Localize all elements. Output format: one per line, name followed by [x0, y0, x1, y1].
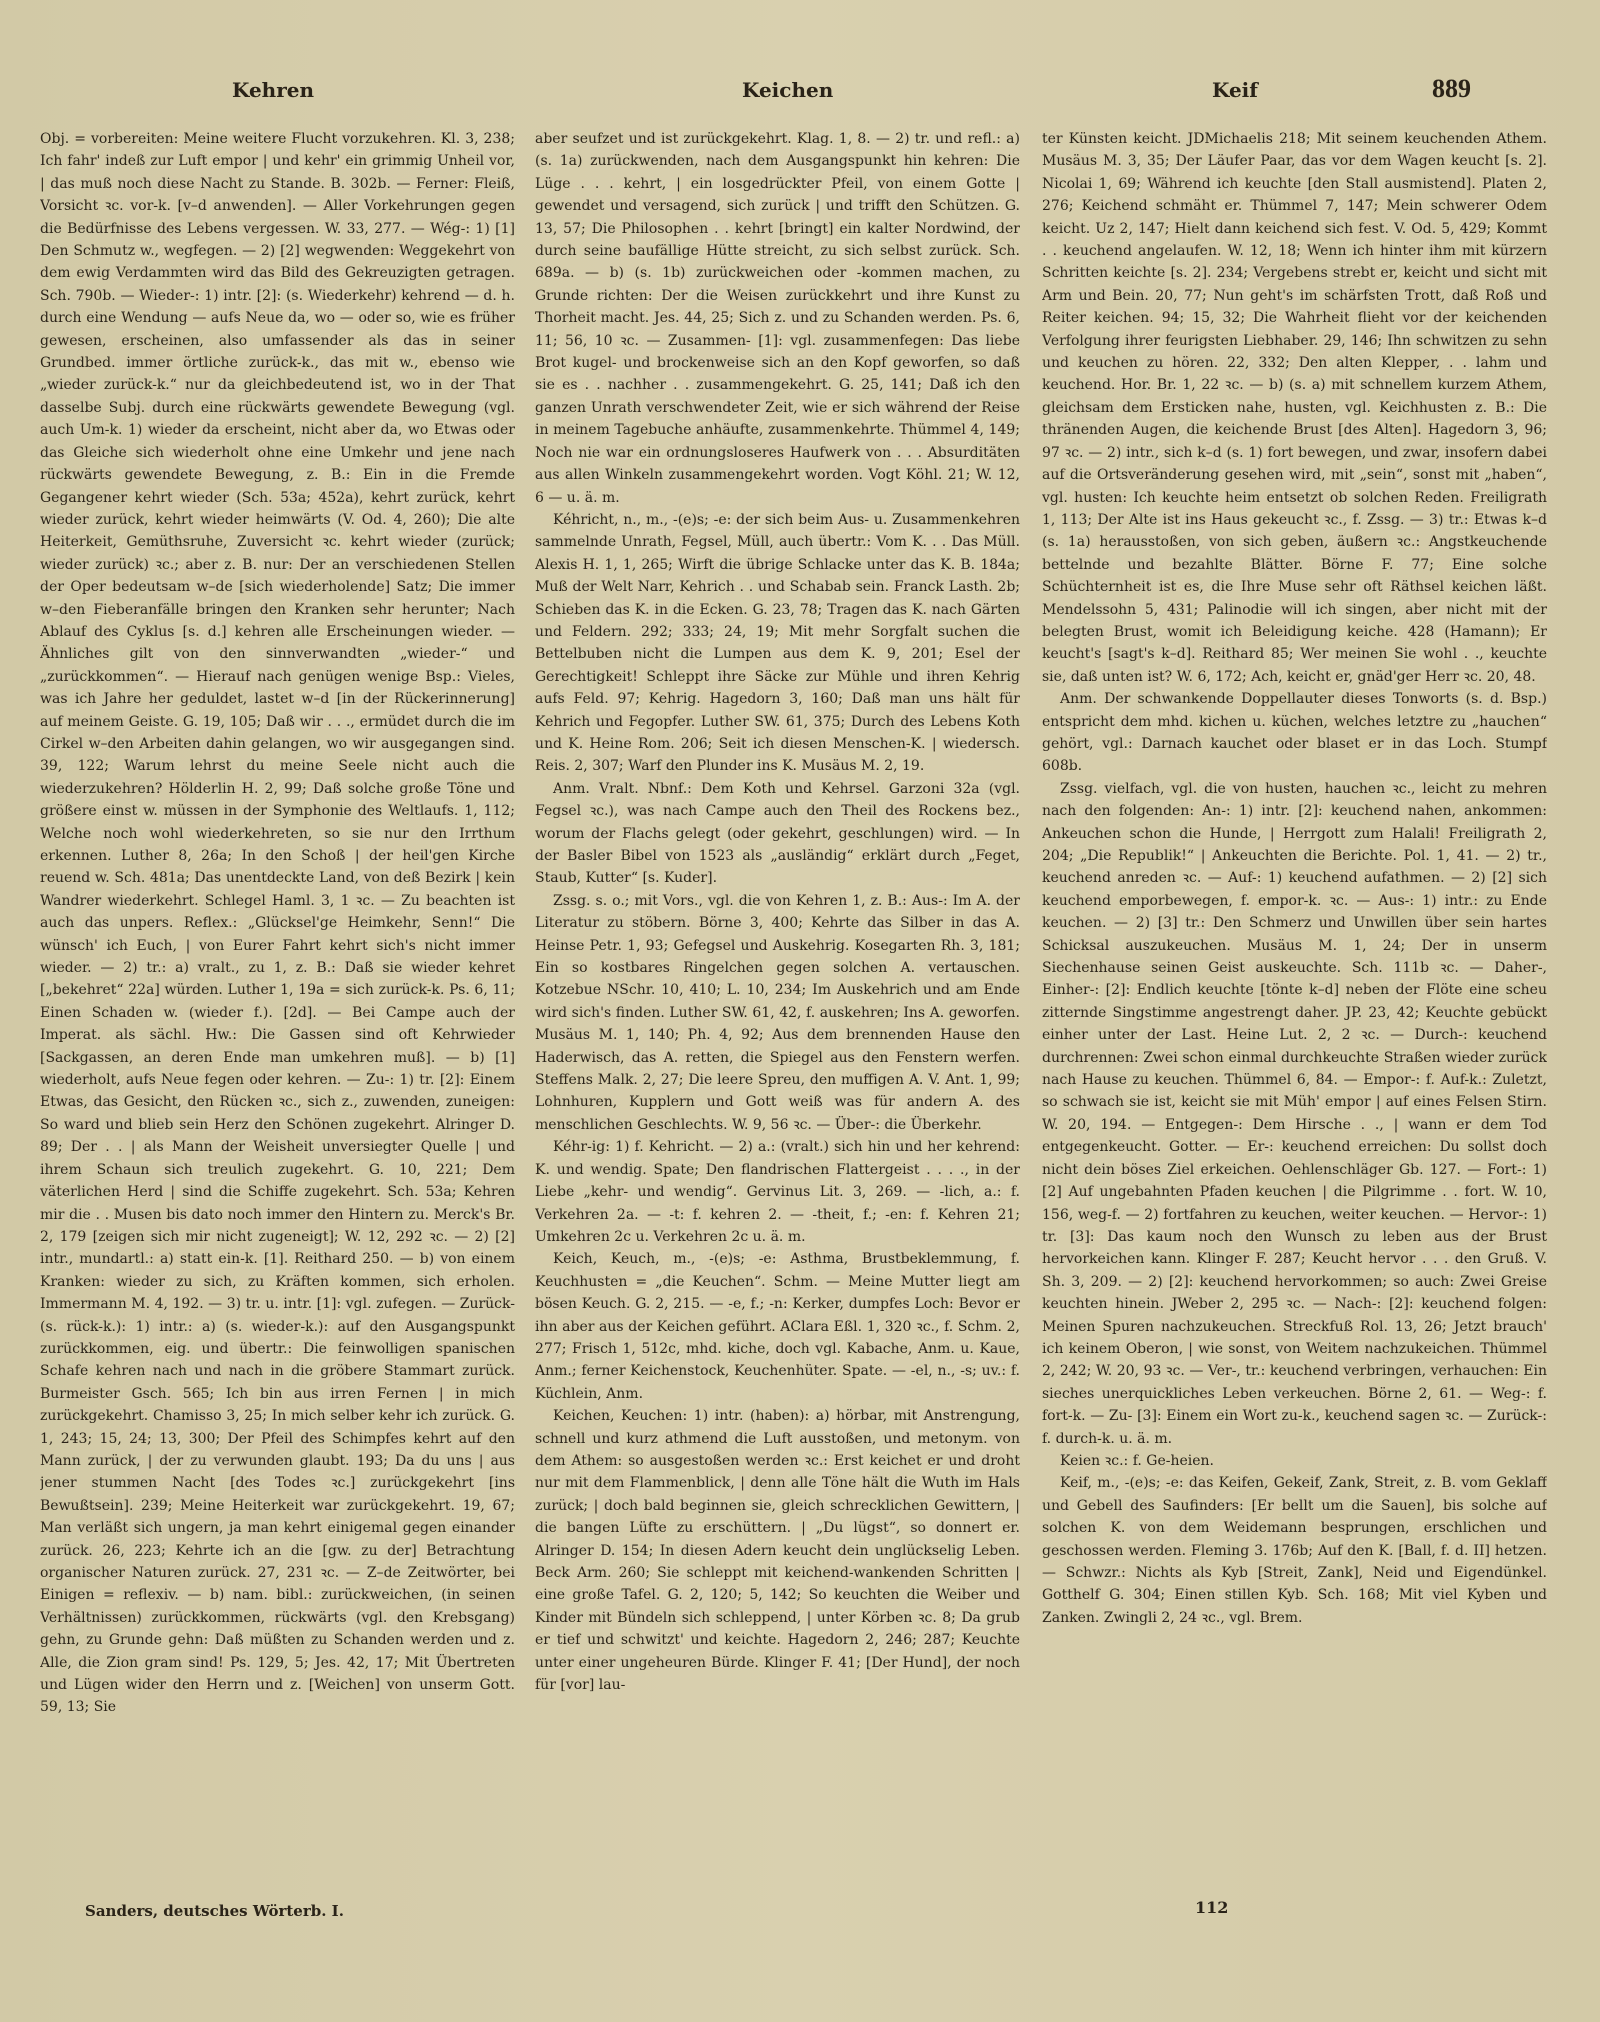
signature-mark: 112 [1195, 1898, 1229, 1917]
running-head-center: Keichen [742, 78, 834, 102]
entry-paragraph: Zssg. s. o.; mit Vors., vgl. die von Kehren 1, z. B.: Aus-: Im A. der Literatur zu stöbern. Börne 3, 400; Kehrte das Silber in das A. Heinse Petr. 1, 93; Gefegsel und Auskehrig. Kosegarten Rh. 3, 181; Ein so kostbares Ringelchen gegen solchen A. vertauschen. Kotzebue NSchr. 10, 410; L. 10, 234; Im Auskehrich und am Ende wird sich's finden. Luther SW. 61, 42, f. auskehren; Ins A. geworfen. Musäus M. 1, 140; Ph. 4, 92; Aus dem brennenden Hause den Haderwisch, das A. retten, die Spiegel aus den Fenstern werfen. Steffens Malk. 2, 27; Die leere Spreu, den muffigen A. V. Ant. 1, 99; Lohnhuren, Kupplern und Gott weiß was für andern A. des menschlichen Geschlechts. W. 9, 56 ꝛc. — Über-: die Überkehr. [535, 892, 1020, 1133]
entry-paragraph: Anm. Vralt. Nbnf.: Dem Koth und Kehrsel. Garzoni 32a (vgl. Fegsel ꝛc.), was nach Campe auch den Theil des Rockens bez., worum der Flachs gelegt (oder gekehrt, geschlungen) wird. — In der Basler Bibel von 1523 als „ausländig“ erklärt durch „Feget, Staub, Kutter“ [s. Kuder]. [535, 780, 1020, 887]
column-left [40, 128, 515, 1893]
entry-paragraph: Obj. = vorbereiten: Meine weitere Flucht vorzukehren. Kl. 3, 238; Ich fahr' indeß zur Luft empor | und kehr' ein grimmig Unheil vor, | das muß noch diese Nacht zu Stande. B. 302b. — Ferner: Fleiß, Vorsicht ꝛc. vor-k. [v–d anwenden]. — Aller Vorkehrungen gegen die Bedürfnisse des Lebens vergessen. W. 33, 277. — Wég-: 1) [1] Den Schmutz w., wegfegen. — 2) [2] wegwenden: Weggekehrt von dem ewig Verdammten wird das Bild des Gekreuzigten getragen. Sch. 790b. — Wieder-: 1) intr. [2]: (s. Wiederkehr) kehrend — d. h. durch eine Wendung — aufs Neue da, wo — oder so, wie es früher gewesen, erscheinen, also umfassender als das in seiner Grundbed. immer örtliche zurück-k., das mit w., ebenso wie „wieder zurück-k.“ nur da gleichbedeutend ist, wo in der That dasselbe Subj. durch eine rückwärts gewendete Bewegung (vgl. auch Um-k. 1) wieder da erscheint, nicht aber da, wo Etwas oder das Gleiche sich wiederholt ohne eine Umkehr und jene nach rückwärts gewendete Bewegung, z. B.: Ein in die Fremde Gegangener kehrt wieder (Sch. 53a; 452a), kehrt zurück, kehrt wieder zurück, kehrt wieder heimwärts (V. Od. 4, 260); Die alte Heiterkeit, Gemüthsruhe, Zuversicht ꝛc. kehrt wieder (zurück; wieder zurück) ꝛc.; aber z. B. nur: Der an verschiedenen Stellen der Oper bedeutsam w–de [sich wiederholende] Satz; Die immer w–den Fieberanfälle bringen den Kranken sehr herunter; Nach Ablauf des Cyklus [s. d.] kehren alle Erscheinungen wieder. — Ähnliches gilt von den sinnverwandten „wieder-“ und „zurückkommen“. — Hierauf nach genügen wenige Bsp.: Vieles, was ich Jahre her geduldet, lastet w–d [in der Rückerinnerung] auf meinem Geiste. G. 19, 105; Daß wir . . ., ermüdet durch die im Cirkel w–den Arbeiten dahin gelangen, wo wir ausgegangen sind. 39, 122; Warum lehrst du meine Seele nicht auch die wiederzukehren? Hölderlin H. 2, 99; Daß solche große Töne und größere einst w. müssen in der Symphonie des Weltlaufs. 1, 112; Welche noch wohl wiederkehreten, so sie nur den Irrthum erkennen. Luther 8, 26a; In den Schoß | der heil'gen Kirche reuend w. Sch. 481a; Das unentdeckte Land, von deß Bezirk | kein Wandrer wiederkehrt. Schlegel Haml. 3, 1 ꝛc. — Zu beachten ist auch das unpers. Reflex.: „Glücksel'ge Heimkehr, Senn!“ Die wünsch' ich Euch, | von Eurer Fahrt kehrt sich's nicht immer wieder. — 2) tr.: a) vralt., zu 1, z. B.: Daß sie wieder kehret [„bekehret“ 22a] würden. Luther 1, 19a = sich zurück-k. Ps. 6, 11; Einen Schaden w. (wieder f.). [2d]. — Bei Campe auch der Imperat. als sächl. Hw.: Die Gassen sind oft Kehrwieder [Sackgassen, an deren Ende man umkehren muß]. — b) [1] wiederholt, aufs Neue fegen oder kehren. — Zu-: 1) tr. [2]: Einem Etwas, das Gesicht, den Rücken ꝛc., sich z., zuwenden, zuneigen: So ward und blieb sein Herz den Schönen zugekehrt. Alringer D. 89; Der . . | als Mann der Weisheit unversiegter Quelle | und ihrem Schaun sich treulich zugekehrt. G. 10, 221; Dem väterlichen Herd | sind die Schiffe zugekehrt. Sch. 53a; Kehren mir die . . Musen bis dato noch immer den Hintern zu. Merck's Br. 2, 179 [zeigen sich mir nicht zugeneigt]; W. 12, 292 ꝛc. — 2) [2] intr., mundartl.: a) statt ein-k. [1]. Reithard 250. — b) von einem Kranken: wieder zu sich, zu Kräften kommen, sich erholen. Immermann M. 4, 192. — 3) tr. u. intr. [1]: vgl. zufegen. — Zurück- (s. rück-k.): 1) intr.: a) (s. wieder-k.): auf den Ausgangspunkt zurückkommen, eig. und übertr.: Die feinwolligen spanischen Schafe kehren nach und nach in die gröbere Stammart zurück. Burmeister Gsch. 565; Ich bin aus irren Fernen | in mich zurückgekehrt. Chamisso 3, 25; In mich selber kehr ich zurück. G. 1, 243; 15, 24; 13, 300; Der Pfeil des Schimpfes kehrt auf den Mann zurück, | der zu verwunden glaubt. 193; Da du uns | aus jener stummen Nacht [des Todes ꝛc.] zurückgekehrt [ins Bewußtsein]. 239; Meine Heiterkeit war zurückgekehrt. 19, 67; Man verläßt sich ungern, ja man kehrt einigemal gegen einander zurück. 26, 223; Kehrte ich an die [gw. zu der] Betrachtung organischer Naturen zurück. 27, 231 ꝛc. — Z–de Zeitwörter, bei Einigen = reflexiv. — b) nam. bibl.: zurückweichen, (in seinen Verhältnissen) zurückkommen, rückwärts (vgl. den Krebsgang) gehn, zu Grunde gehn: Daß müßten zu Schanden werden und z. Alle, die Zion gram sind! Ps. 129, 5; Jes. 42, 17; Mit Übertreten und Lügen wider den Herrn und z. [Weichen] von unserm Gott. 59, 13; Sie [40, 131, 515, 1716]
page-number: 889 [1432, 74, 1471, 103]
entry-paragraph: Keich, Keuch, m., -(e)s; -e: Asthma, Brustbeklemmung, f. Keuchhusten = „die Keuchen“. Schm. — Meine Mutter liegt am bösen Keuch. G. 2, 215. — -e, f.; -n: Kerker, dumpfes Loch: Bevor er ihn aber aus der Keichen geführt. AClara Eßl. 1, 320 ꝛc., f. Schm. 2, 277; Frisch 1, 512c, mhd. kiche, doch vgl. Kabache, Anm. u. Kaue, Anm.; ferner Keichenstock, Keuchenhüter. Spate. — -el, n., -s; uv.: f. Küchlein, Anm. [535, 1251, 1020, 1402]
entry-paragraph: Kéhricht, n., m., -(e)s; -e: der sich beim Aus- u. Zusammenkehren sammelnde Unrath, Fegsel, Müll, auch übertr.: Vom K. . . Das Müll. Alexis H. 1, 1, 265; Wirft die übrige Schlacke unter das K. B. 184a; Muß der Welt Narr, Kehrich . . und Schabab sein. Franck Lasth. 2b; Schieben das K. in die Ecken. G. 23, 78; Tragen das K. nach Gärten und Feldern. 292; 333; 24, 19; Mit mehr Sorgfalt suchen die Bettelbuben nicht die Lumpen aus dem K. 9, 201; Esel der Gerechtigkeit! Schleppt ihre Säcke zur Mühle und ihren Kehrig aufs Feld. 97; Kehrig. Hagedorn 3, 160; Daß man uns hält für Kehrich und Fegopfer. Luther SW. 61, 375; Durch des Lebens Koth und K. Heine Rom. 206; Seit ich diesen Menschen-K. | wiedersch. Reis. 2, 307; Warf den Plunder ins K. Musäus M. 2, 19. [535, 511, 1020, 775]
running-head-left: Kehren [232, 78, 315, 102]
footer-source: Sanders, deutsches Wörterb. I. [85, 1902, 344, 1920]
running-head-right: Keif [1212, 78, 1258, 102]
entry-paragraph: Anm. Der schwankende Doppellauter dieses Tonworts (s. d. Bsp.) entspricht dem mhd. kichen u. küchen, welches letztre zu „hauchen“ gehört, vgl.: Darnach kauchet oder blaset er in das Loch. Stumpf 608b. [1042, 691, 1547, 775]
entry-paragraph: ter Künsten keicht. JDMichaelis 218; Mit seinem keuchenden Athem. Musäus M. 3, 35; Der Läufer Paar, das vor dem Wagen keucht [s. 2]. Nicolai 1, 69; Während ich keuchte [den Stall ausmistend]. Platen 2, 276; Keichend schmäht er. Thümmel 7, 147; Mein schwerer Odem keicht. Uz 2, 147; Hielt dann keichend sich fest. V. Od. 5, 429; Kommt . . keuchend angelaufen. W. 12, 18; Wenn ich hinter ihm mit kürzern Schritten keichte [s. 2]. 234; Vergebens strebt er, keicht und sicht mit Arm und Bein. 20, 77; Nun geht's im schärfsten Trott, daß Roß und Reiter keichen. 94; 15, 32; Die Wahrheit flieht vor der keichenden Verfolgung ihrer feurigsten Liebhaber. 29, 146; Ihn schwitzen zu sehn und keuchen zu hören. 22, 332; Den alten Klepper, . . lahm und keuchend. Hor. Br. 1, 22 ꝛc. — b) (s. a) mit schnellem kurzem Athem, gleichsam dem Ersticken nahe, husten, vgl. Keichhusten z. B.: Die thränenden Augen, die keichende Brust [des Alten]. Hagedorn 3, 96; 97 ꝛc. — 2) intr., sich k–d (s. 1) fort bewegen, und zwar, insofern dabei auf die Ortsveränderung gesehen wird, mit „sein“, sonst mit „haben“, vgl. husten: Ich keuchte heim entsetzt ob solchen Reden. Freiligrath 1, 113; Der Alte ist ins Haus gekeucht ꝛc., f. Zssg. — 3) tr.: Etwas k–d (s. 1a) herausstoßen, von sich geben, äußern ꝛc.: Angstkeuchende bettelnde und bezahlte Blätter. Börne F. 77; Eine solche Schüchternheit ist es, die Ihre Muse sehr oft Räthsel keichen läßt. Mendelssohn 5, 431; Palinodie will ich singen, aber nicht mit der belegten Brust, womit ich Beleidigung keiche. 428 (Hamann); Er keucht's [sagt's k–d]. Reithard 85; Wer meinen Sie wohl . ., keuchte sie, daß unten ist? W. 6, 172; Ach, keicht er, gnäd'ger Herr ꝛc. 20, 48. [1042, 131, 1547, 685]
entry-paragraph: Kéhr-ig: 1) f. Kehricht. — 2) a.: (vralt.) sich hin und her kehrend: K. und wendig. Spate; Den flandrischen Flattergeist . . . ., in der Liebe „kehr- und wendig“. Gervinus Lit. 3, 269. — -lich, a.: f. Verkehren 2a. — -t: f. kehren 2. — -theit, f.; -en: f. Kehren 21; Umkehren 2c u. Verkehren 2c u. ä. m. [535, 1139, 1020, 1245]
column-right [1042, 128, 1547, 1893]
column-middle [535, 128, 1020, 1893]
entry-paragraph: aber seufzet und ist zurückgekehrt. Klag. 1, 8. — 2) tr. und refl.: a) (s. 1a) zurückwenden, nach dem Ausgangspunkt hin kehren: Die Lüge . . . kehrt, | ein losgedrückter Pfeil, von einem Gotte | gewendet und versagend, sich zurück | und trifft den Schützen. G. 13, 57; Die Philosophen . . kehrt [bringt] ein kalter Nordwind, der durch seine baufällige Hütte streicht, zu sich selbst zurück. Sch. 689a. — b) (s. 1b) zurückweichen oder -kommen machen, zu Grunde richten: Der die Weisen zurückkehrt und ihre Kunst zu Thorheit macht. Jes. 44, 25; Sich z. und zu Schanden werden. Ps. 6, 11; 56, 10 ꝛc. — Zusammen- [1]: vgl. zusammenfegen: Das liebe Brot kugel- und brockenweise sich an den Kopf geworfen, so daß sie es . . nachher . . zusammengekehrt. G. 25, 141; Daß ich den ganzen Unrath verschwendeter Zeit, wie er sich während der Reise in meinem Tagebuche anhäufte, zusammenkehrte. Thümmel 4, 149; Noch nie war ein ordnungsloseres Haufwerk von . . . Absurditäten aus allen Winkeln zusammengekehrt worden. Vogt Köhl. 21; W. 12, 6 — u. ä. m. [535, 131, 1020, 506]
entry-paragraph: Keichen, Keuchen: 1) intr. (haben): a) hörbar, mit Anstrengung, schnell und kurz athmend die Luft ausstoßen, und metonym. von dem Athem: so ausgestoßen werden ꝛc.: Erst keichet er und droht nur mit dem Flammenblick, | denn alle Töne hält die Wuth im Hals zurück; | doch bald beginnen sie, gleich schrecklichen Gewittern, | die bangen Lüfte zu erschüttern. | „Du lügst“, so donnert er. Alringer D. 154; In diesen Adern keucht dein unglückselig Leben. Beck Arm. 260; Sie schleppt mit keichend-wankenden Schritten | eine große Tafel. G. 2, 120; 5, 142; So keuchten die Weiber und Kinder mit Bündeln sich schleppend, | unter Körben ꝛc. 8; Da grub er tief und schwitzt' und keichte. Hagedorn 2, 246; 287; Keuchte unter einer ungeheuren Bürde. Klinger F. 41; [Der Hund], der noch für [vor] lau- [535, 1408, 1020, 1694]
entry-paragraph: Keien ꝛc.: f. Ge-heien. [1060, 1452, 1215, 1469]
entry-paragraph: Keif, m., -(e)s; -e: das Keifen, Gekeif, Zank, Streit, z. B. vom Geklaff und Gebell des Saufinders: [Er bellt um die Sauen], bis solche auf solchen K. von dem Weidemann besprungen, erschlichen und geschossen werden. Fleming 3. 176b; Auf den K. [Ball, f. d. II] hetzen. — Schwzr.: Nichts als Kyb [Streit, Zank], Neid und Eigendünkel. Gotthelf G. 304; Einen stillen Kyb. Sch. 168; Mit viel Kyben und Zanken. Zwingli 2, 24 ꝛc., vgl. Brem. [1042, 1475, 1547, 1626]
entry-paragraph: Zssg. vielfach, vgl. die von husten, hauchen ꝛc., leicht zu mehren nach den folgenden: An-: 1) intr. [2]: keuchend nahen, ankommen: Ankeuchen schon die Hunde, | Herrgott zum Halali! Freiligrath 2, 204; „Die Republik!“ | Ankeuchten die Berichte. Pol. 1, 41. — 2) tr., keuchend anreden ꝛc. — Auf-: 1) keuchend aufathmen. — 2) [2] sich keuchend emporbewegen, f. empor-k. ꝛc. — Aus-: 1) intr.: zu Ende keuchen. — 2) [3] tr.: Den Schmerz und Unwillen über sein hartes Schicksal auszukeuchen. Musäus M. 1, 24; Der in unserm Siechenhause seinen Geist auskeuchte. Sch. 111b ꝛc. — Daher-, Einher-: [2]: Endlich keuchte [tönte k–d] neben der Flöte eine scheu zitternde Singstimme angestrengt daher. JP. 23, 42; Keuchte gebückt einher unter der Last. Heine Lut. 2, 2 ꝛc. — Durch-: keuchend durchrennen: Zwei schon einmal durchkeuchte Straßen wieder zurück nach Hause zu keuchen. Thümmel 6, 84. — Empor-: f. Auf-k.: Zuletzt, so schwach sie ist, keicht sie mit Müh' empor | auf eines Felsen Stirn. W. 20, 194. — Entgegen-: Dem Hirsche . ., | wann er dem Tod entgegenkeucht. Gotter. — Er-: keuchend erreichen: Du sollst doch nicht dein böses Ziel erkeichen. Oehlenschläger Gb. 127. — Fort-: 1) [2] Auf ungebahnten Pfaden keuchen | die Pilgrimme . . fort. W. 10, 156, weg-f. — 2) fortfahren zu keuchen, weiter keuchen. — Hervor-: 1) tr. [3]: Das kaum noch den Wunsch zu leben aus der Brust hervorkeichen kann. Klinger F. 287; Keucht hervor . . . den Gruß. V. Sh. 3, 209. — 2) [2]: keuchend hervorkommen; so auch: Zwei Greise keuchten hinein. JWeber 2, 295 ꝛc. — Nach-: [2]: keuchend folgen: Meinen Spuren nachzukeuchen. Streckfuß Rol. 13, 26; Jetzt brauch' ich keinem Oberon, | wie sonst, von Weitem nachzukeichen. Thümmel 2, 242; W. 20, 93 ꝛc. — Ver-, tr.: keuchend verbringen, verhauchen: Ein sieches unerquickliches Leben verkeuchen. Börne 2, 61. — Weg-: f. fort-k. — Zu- [3]: Einem ein Wort zu-k., keuchend sagen ꝛc. — Zurück-: f. durch-k. u. ä. m. [1042, 780, 1547, 1447]
